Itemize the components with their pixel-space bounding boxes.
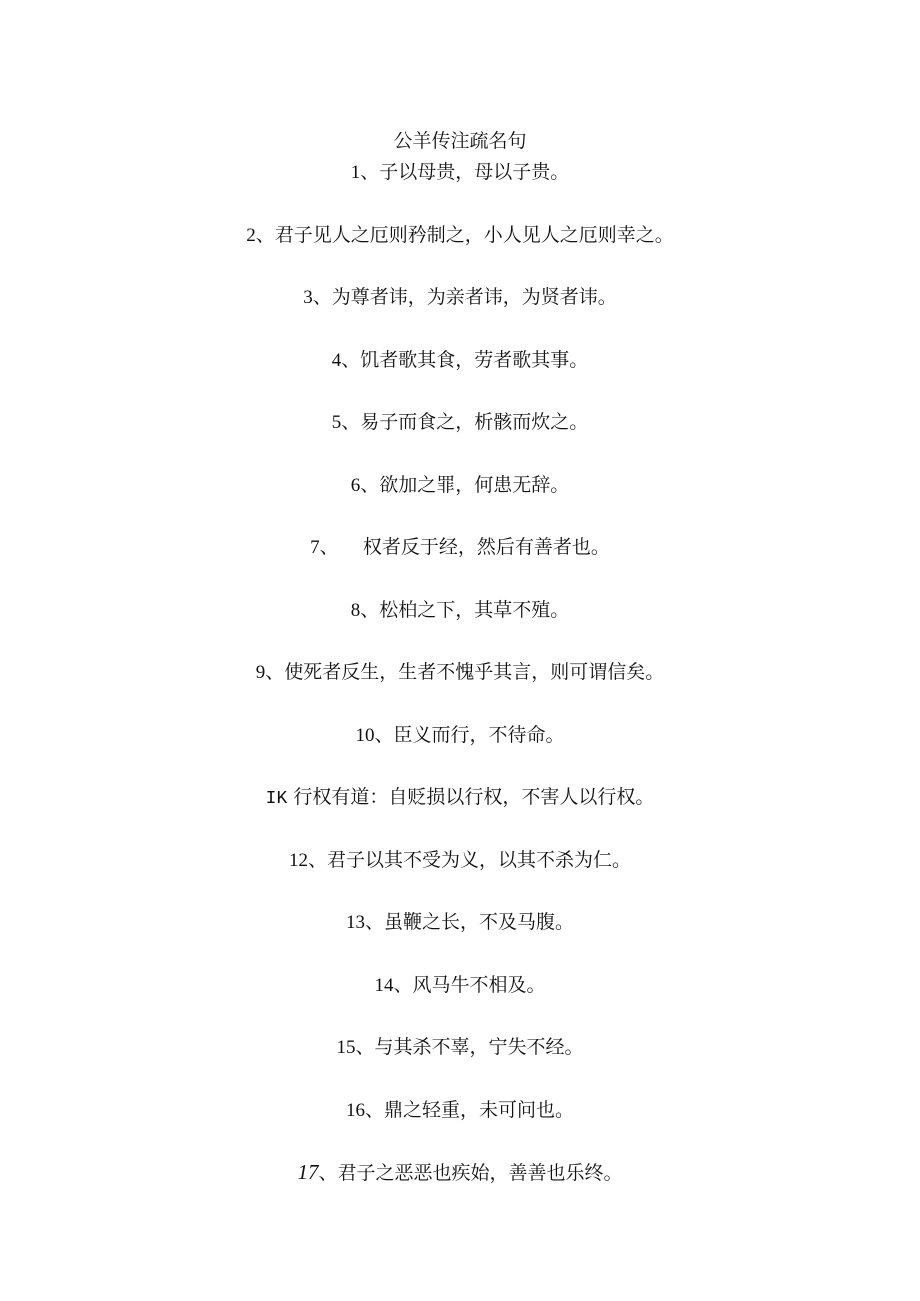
quote-number: 1 bbox=[350, 162, 361, 183]
quote-number: 10 bbox=[355, 724, 375, 746]
quote-text: 松柏之下，其草不殖。 bbox=[379, 598, 570, 621]
quote-text: 欲加之罪，何患无辞。 bbox=[379, 473, 570, 496]
quote-text: 风马牛不相及。 bbox=[412, 973, 546, 996]
quote-separator: 、 bbox=[255, 223, 275, 246]
quote-number: 13 bbox=[345, 912, 365, 933]
quote-item bbox=[0, 221, 920, 284]
quote-item bbox=[0, 658, 920, 721]
quote-number: 6 bbox=[350, 474, 361, 496]
quote-text: 臣义而行，不待命。 bbox=[393, 723, 565, 746]
quote-item bbox=[0, 846, 920, 909]
quote-item bbox=[0, 158, 920, 221]
quote-item bbox=[0, 346, 920, 409]
quote-item bbox=[0, 783, 920, 846]
document-title: 公羊传注疏名句 bbox=[393, 130, 527, 152]
quote-separator: 、 bbox=[364, 1098, 384, 1121]
quote-item bbox=[0, 908, 920, 971]
quote-text: 鼎之轻重，未可问也。 bbox=[384, 1098, 575, 1121]
quote-text: 为尊者讳，为亲者讳，为贤者讳。 bbox=[331, 286, 617, 308]
quote-text: 君子以其不受为义，以其不杀为仁。 bbox=[327, 848, 632, 871]
quote-item bbox=[0, 533, 920, 596]
quote-text: 使死者反生，生者不愧乎其言，则可谓信矣。 bbox=[284, 661, 665, 683]
quote-text: 君子之恶恶也疾始，善善也乐终。 bbox=[337, 1162, 623, 1184]
quote-text: 易子而食之，析骸而炊之。 bbox=[360, 411, 589, 433]
quote-item bbox=[0, 1033, 920, 1096]
quote-separator: 、 bbox=[341, 411, 361, 433]
quote-separator: 、 bbox=[374, 723, 394, 746]
quote-item bbox=[0, 1096, 920, 1159]
quote-number: 3 bbox=[303, 287, 313, 308]
quote-separator: 、 bbox=[319, 536, 363, 558]
quote-text: 君子见人之厄则矜制之，小人见人之厄则幸之。 bbox=[274, 223, 674, 246]
quote-separator: 、 bbox=[265, 661, 285, 683]
quote-text: 饥者歌其食，劳者歌其事。 bbox=[360, 348, 589, 371]
quote-number: 17 bbox=[297, 1160, 319, 1184]
quote-number: 16 bbox=[345, 1099, 365, 1121]
quote-number: 5 bbox=[331, 412, 342, 433]
quote-number: IK bbox=[265, 789, 288, 809]
quote-separator: 、 bbox=[355, 1036, 375, 1058]
quote-text: 与其杀不辜，宁失不经。 bbox=[374, 1036, 584, 1058]
quote-list bbox=[0, 158, 920, 1221]
quote-separator: 、 bbox=[341, 348, 361, 371]
quote-number: 8 bbox=[350, 599, 361, 621]
quote-number: 7 bbox=[310, 537, 320, 558]
quote-number: 14 bbox=[374, 974, 394, 996]
quote-separator: 、 bbox=[360, 473, 380, 496]
quote-item bbox=[0, 408, 920, 471]
quote-number: 4 bbox=[331, 349, 342, 371]
quote-separator: 、 bbox=[360, 598, 380, 621]
quote-separator: 、 bbox=[318, 1162, 338, 1184]
quote-separator: 、 bbox=[393, 973, 413, 996]
quote-separator: 、 bbox=[364, 911, 384, 933]
quote-item bbox=[0, 596, 920, 659]
quote-item bbox=[0, 1158, 920, 1221]
quote-text: 子以母贵，母以子贵。 bbox=[379, 161, 570, 183]
quote-separator: 、 bbox=[360, 161, 380, 183]
quote-item bbox=[0, 971, 920, 1034]
quote-item bbox=[0, 471, 920, 534]
quote-text: 行权有道：自贬损以行权，不害人以行权。 bbox=[293, 786, 655, 808]
quote-number: 12 bbox=[288, 849, 308, 871]
quote-separator: 、 bbox=[312, 286, 332, 308]
quote-number: 15 bbox=[336, 1037, 356, 1058]
quote-separator: 、 bbox=[307, 848, 327, 871]
quote-number: 2 bbox=[246, 224, 256, 246]
quote-number: 9 bbox=[255, 662, 266, 683]
quote-item bbox=[0, 283, 920, 346]
quote-text: 虽鞭之长，不及马腹。 bbox=[384, 911, 575, 933]
quote-item bbox=[0, 721, 920, 784]
quote-text: 权者反于经，然后有善者也。 bbox=[362, 536, 610, 558]
